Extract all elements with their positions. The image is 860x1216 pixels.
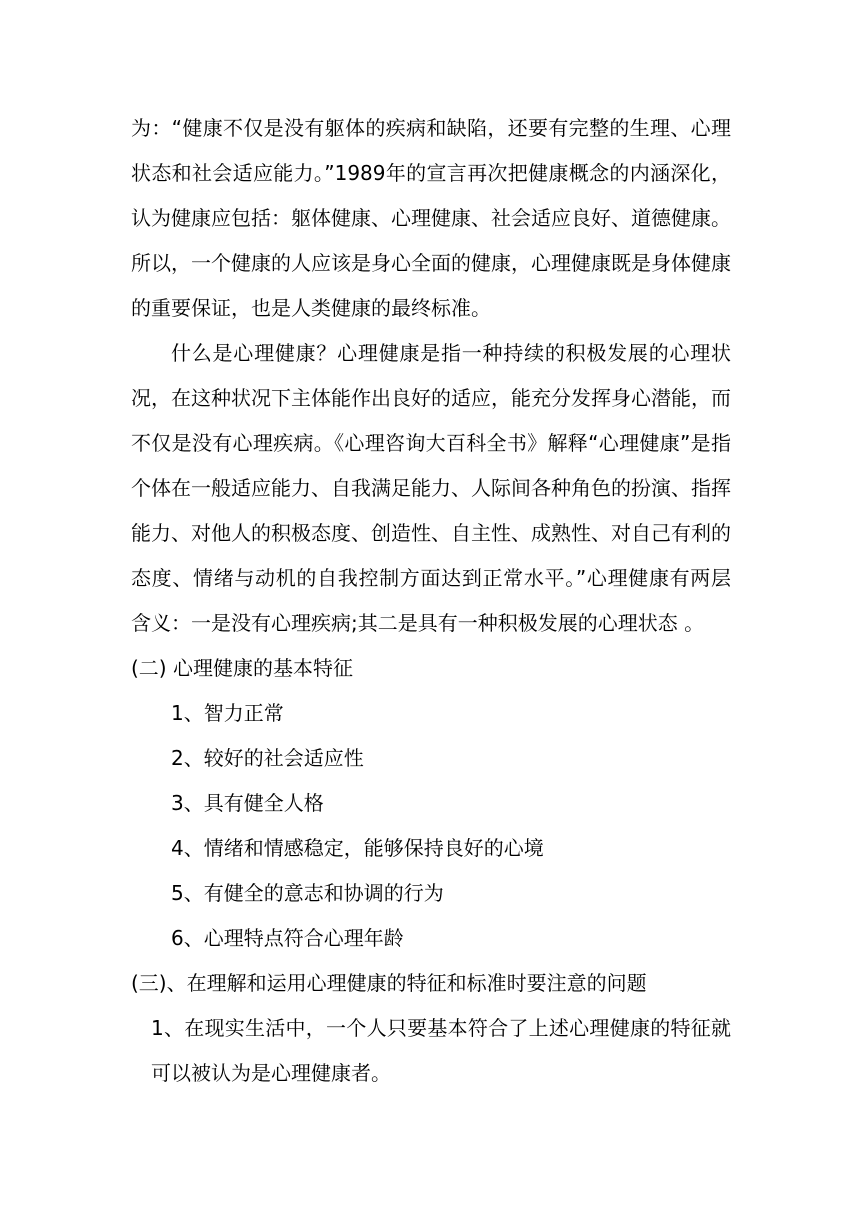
heading-basic-features: (二) 心理健康的基本特征 <box>131 656 353 680</box>
document-body <box>131 106 731 1096</box>
list-item: 2、较好的社会适应性 <box>171 746 364 770</box>
paragraph-mental-health-definition: 什么是心理健康？心理健康是指一种持续的积极发展的心理状况，在这种状况下主体能作出良好的适应，能充分发挥身心潜能，而不仅是没有心理疾病。《心理咨询大百科全书》解释“心理健康”是指个体在一般适应能力、自我满足能力、人际间各种角色的扮演、指挥能力、对他人的积极态度、创造性、自主性、成熟性、对自己有利的态度、情绪与动机的自我控制方面达到正常水平。”心理健康有两层含义：一是没有心理疾病;其二是具有一种积极发展的心理状态 。 <box>131 341 731 635</box>
paragraph-health-definition: 为：“健康不仅是没有躯体的疾病和缺陷，还要有完整的生理、心理状态和社会适应能力。”1989年的宣言再次把健康概念的内涵深化，认为健康应包括：躯体健康、心理健康、社会适应良好、道德健康。所以，一个健康的人应该是身心全面的健康，心理健康既是身体健康的重要保证，也是人类健康的最终标准。 <box>131 116 731 320</box>
list-item: 4、情绪和情感稳定，能够保持良好的心境 <box>171 836 544 860</box>
heading-attention-issues: (三)、在理解和运用心理健康的特征和标准时要注意的问题 <box>131 971 647 995</box>
list-item: 3、具有健全人格 <box>171 791 324 815</box>
list-item: 1、智力正常 <box>171 701 284 725</box>
list-item: 6、心理特点符合心理年龄 <box>171 926 404 950</box>
paragraph-point-1: 1、在现实生活中，一个人只要基本符合了上述心理健康的特征就可以被认为是心理健康者。 <box>151 1016 731 1085</box>
list-item: 5、有健全的意志和协调的行为 <box>171 881 444 905</box>
